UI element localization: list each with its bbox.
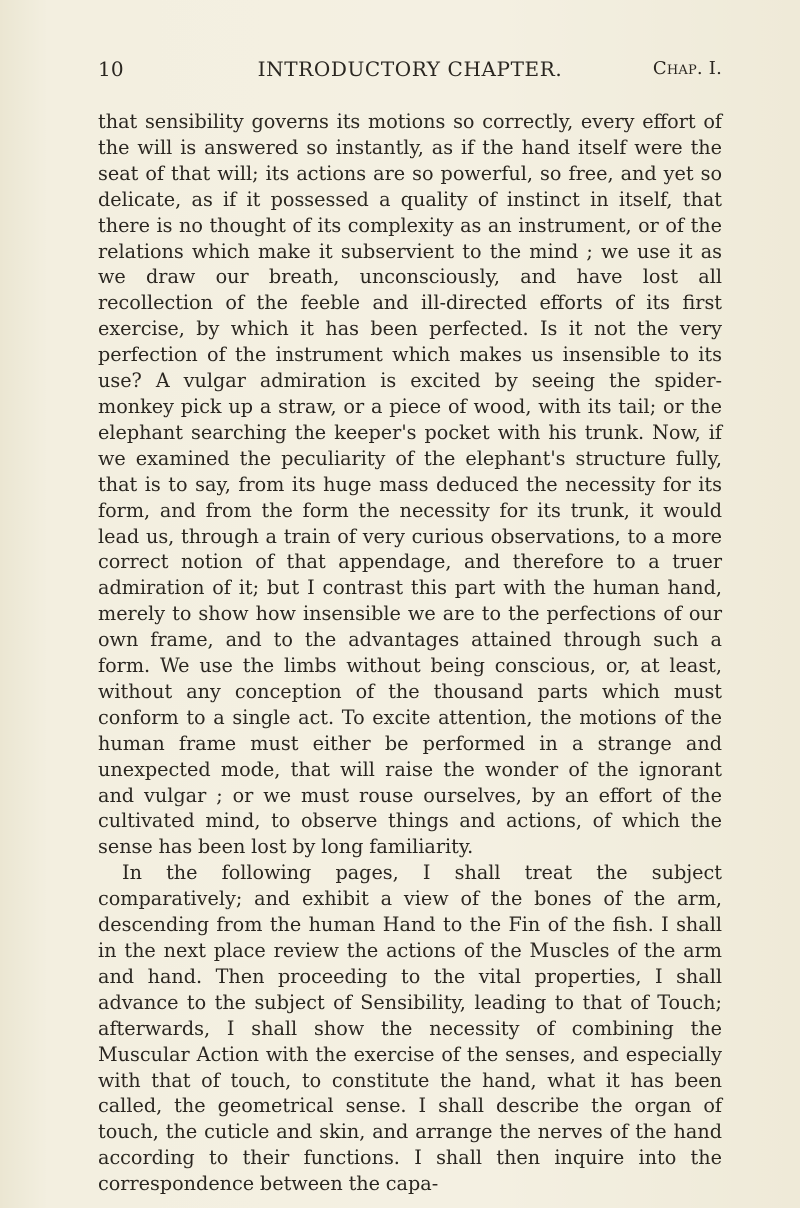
chapter-label: Chap. I. [652, 58, 722, 79]
body-text [98, 109, 722, 1197]
running-title: INTRODUCTORY CHAPTER. [257, 57, 563, 81]
paragraph: that sensibility governs its motions so correctly, every effort of the will is answered so instantly, as if the hand itself were the seat of that will; its actions are so powerful, so free, and yet so delicate, as if it possessed a quality of instinct in itself, that there is no thought of its complexity as an instrument, or of the relations which make it subservient to the mind ; we use it as we draw our breath, unconsciously, and have lost all recollection of the feeble and ill-directed efforts of its first exercise, by which it has been perfected. Is it not the very perfection of the instrument which makes us insensible to its use? A vulgar admiration is excited by seeing the spider-monkey pick up a straw, or a piece of wood, with its tail; or the elephant searching the keeper's pocket with his trunk. Now, if we examined the peculiarity of the elephant's structure fully, that is to say, from its huge mass deduced the necessity for its form, and from the form the necessity for its trunk, it would lead us, through a train of very curious observations, to a more correct notion of that appendage, and therefore to a truer admiration of it; but I contrast this part with the human hand, merely to show how insensible we are to the perfections of our own frame, and to the advantages attained through such a form. We use the limbs without being conscious, or, at least, without any conception of the thousand parts which must conform to a single act. To excite attention, the motions of the human frame must either be performed in a strange and unexpected mode, that will raise the wonder of the ignorant and vulgar ; or we must rouse ourselves, by an effort of the cultivated mind, to observe things and actions, of which the sense has been lost by long familiarity. [98, 110, 722, 859]
running-head [98, 54, 722, 84]
paragraph: In the following pages, I shall treat the subject comparatively; and exhibit a view of the bones of the arm, descending from the human Hand to the Fin of the fish. I shall in the next place review the actions of the Muscles of the arm and hand. Then proceeding to the vital properties, I shall advance to the subject of Sensibility, leading to that of Touch; afterwards, I shall show the necessity of combining the Muscular Action with the exercise of the senses, and especially with that of touch, to constitute the hand, what it has been called, the geometrical sense. I shall describe the organ of touch, the cuticle and skin, and arrange the nerves of the hand according to their functions. I shall then inquire into the correspondence between the capa- [98, 861, 722, 1196]
page-number: 10 [98, 57, 124, 81]
